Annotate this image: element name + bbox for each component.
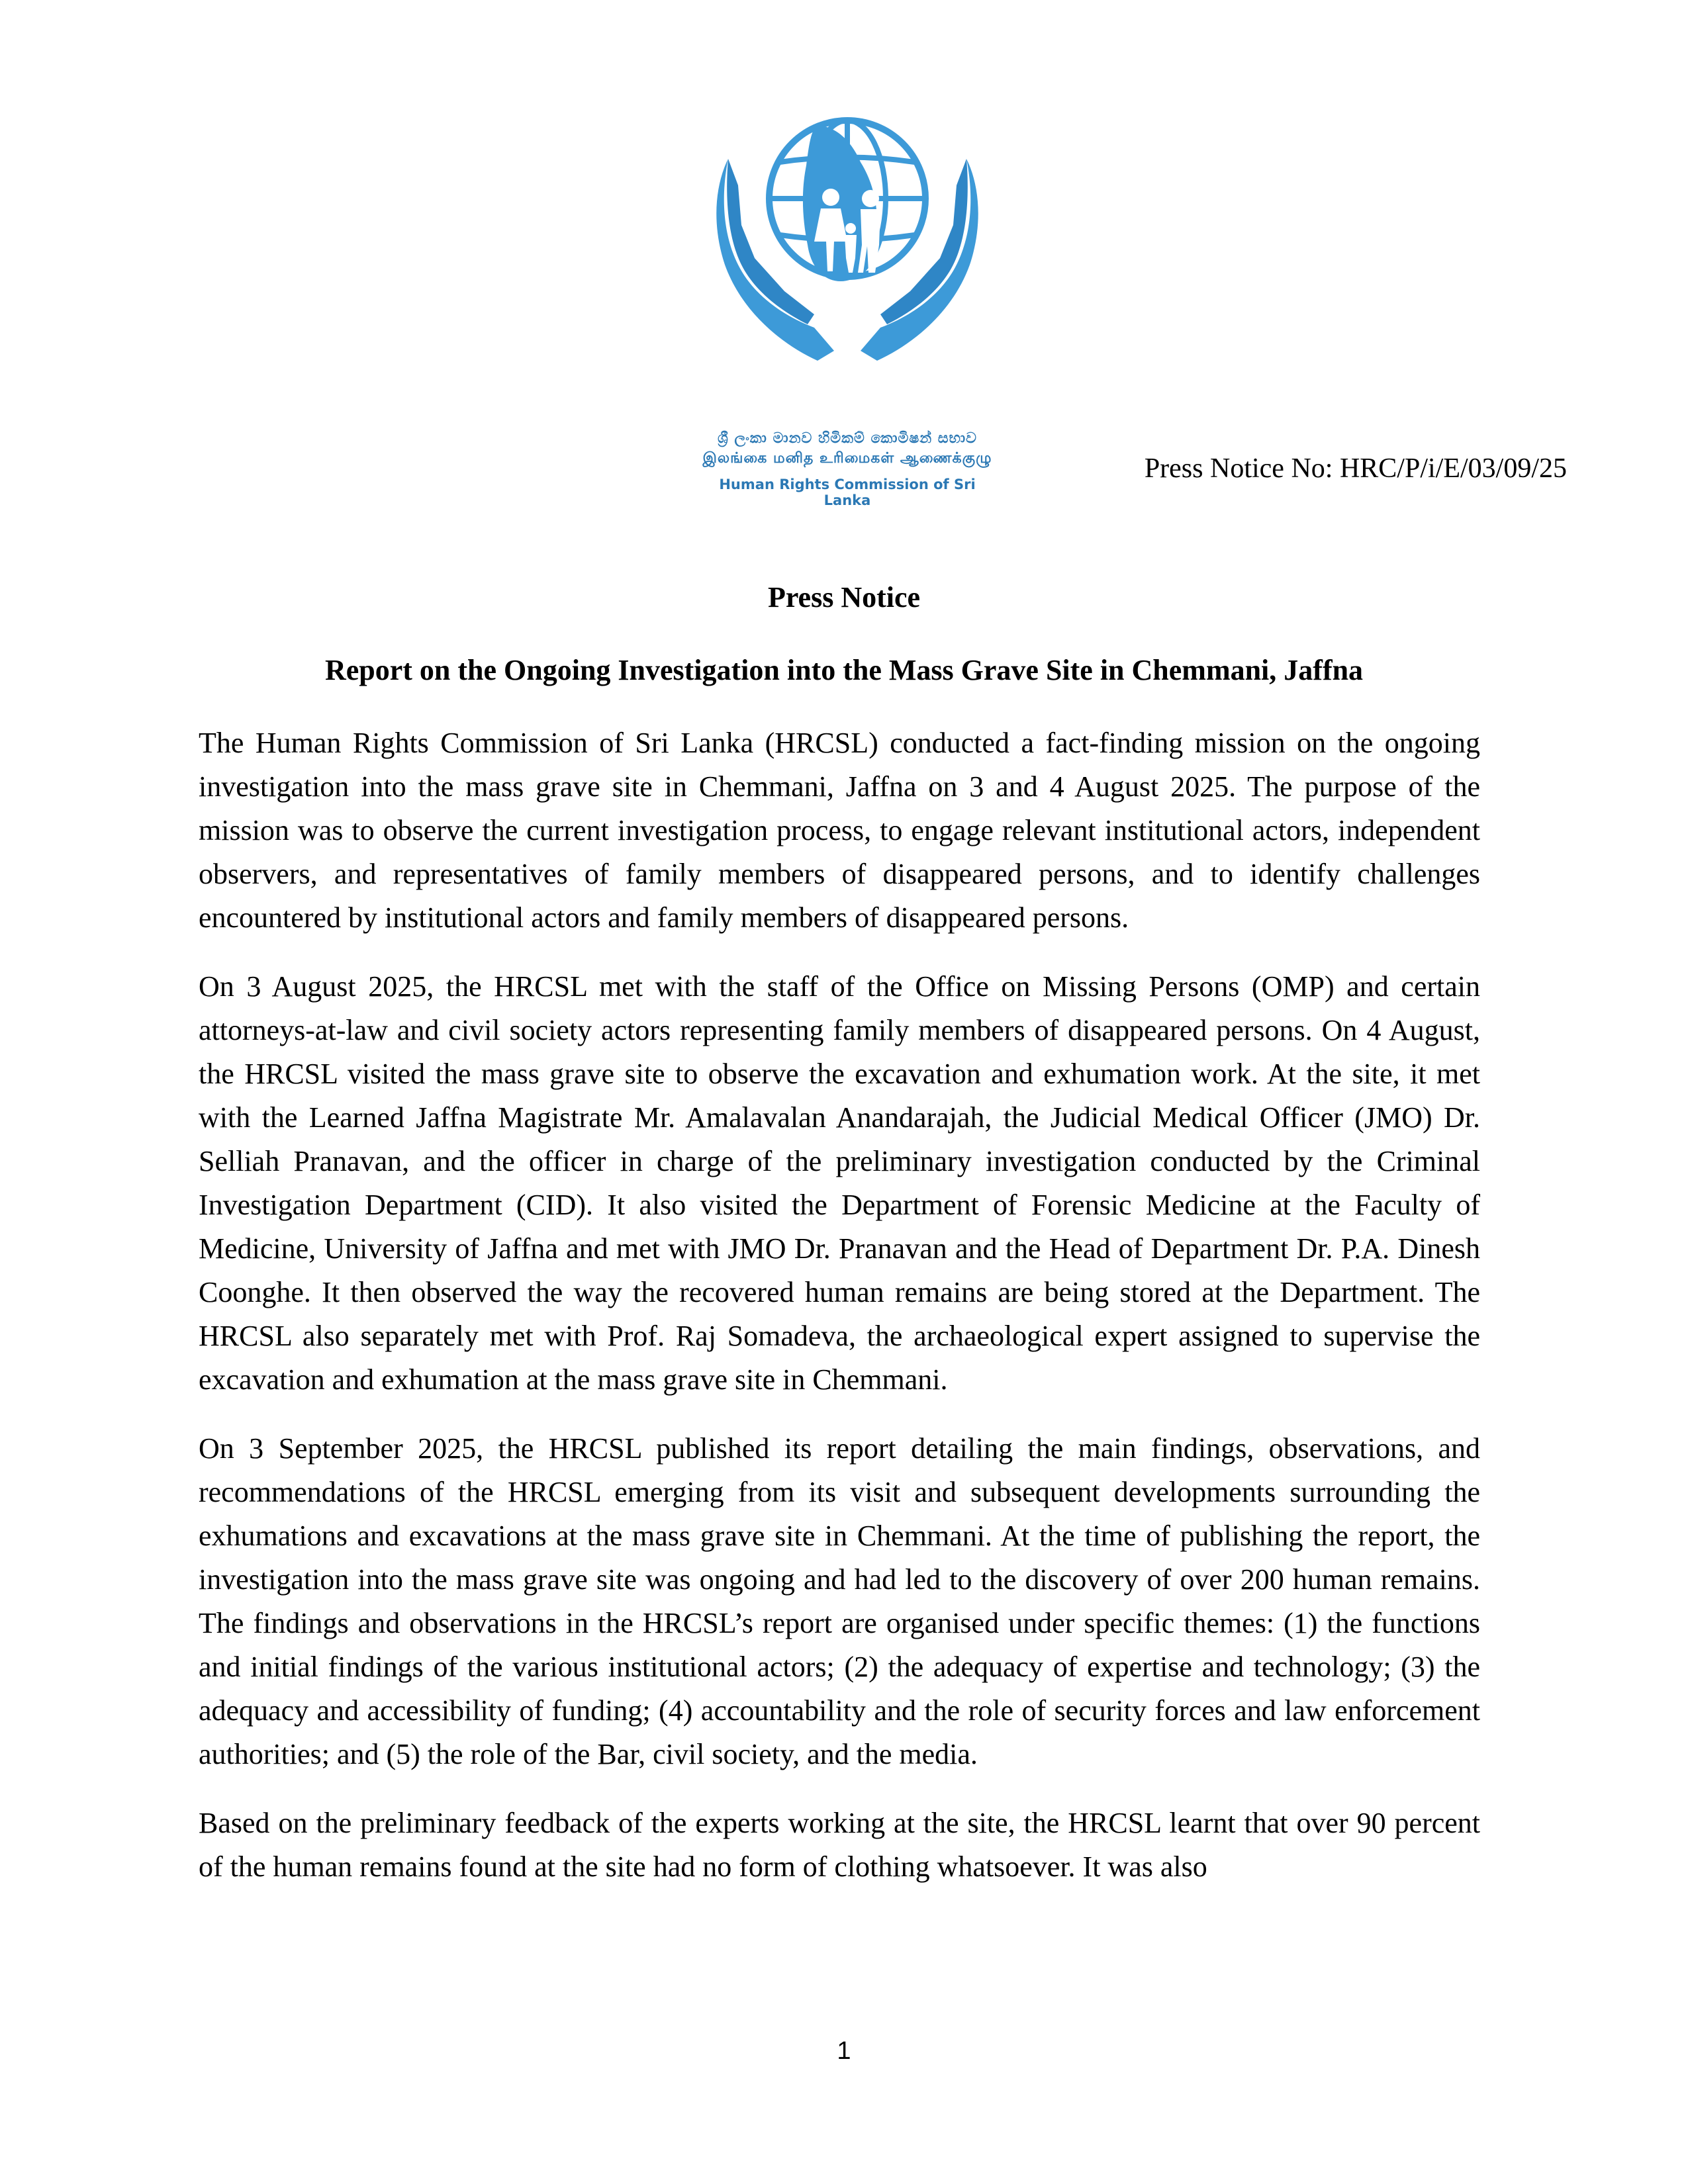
- paragraph: On 3 August 2025, the HRCSL met with the staff of the Office on Missing Persons (OMP) and certain attorneys-at-law and civil society actors representing family members of disappeared persons. On 4 August, the HRCSL visited the mass grave site to observe the excavation and exhumation work. At the site, it met with the Learned Jaffna Magistrate Mr. Amalavalan Anandarajah, the Judicial Medical Officer (JMO) Dr. Selliah Pranavan, and the officer in charge of the preliminary investigation conducted by the Criminal Investigation Department (CID). It also visited the Department of Forensic Medicine at the Faculty of Medicine, University of Jaffna and met with JMO Dr. Pranavan and the Head of Department Dr. P.A. Dinesh Coonghe. It then observed the way the recovered human remains are being stored at the Department. The HRCSL also separately met with Prof. Raj Somadeva, the archaeological expert assigned to supervise the excavation and exhumation at the mass grave site in Chemmani.: [199, 970, 1480, 1396]
- logo-tamil-name: இலங்கை மனித உரிமைகள் ஆணைக்குழு: [702, 450, 992, 467]
- document-subtitle: Report on the Ongoing Investigation into the Mass Grave Site in Chemmani, Jaffna: [324, 654, 1364, 686]
- logo-sinhala-name: ශ්‍රී ලංකා මානව හිමිකම් කොමිෂන් සභාව: [718, 430, 977, 447]
- paragraph: Based on the preliminary feedback of the experts working at the site, the HRCSL learnt that over 90 percent of the human remains found at the site had no form of clothing whatsoever. It was also: [199, 1807, 1480, 1883]
- body-text: [199, 721, 1480, 1914]
- paragraph: The Human Rights Commission of Sri Lanka (HRCSL) conducted a fact-finding mission on the ongoing investigation into the mass grave site in Chemmani, Jaffna on 3 and 4 August 2025. The purpose of the mission was to observe the current investigation process, to engage relevant institutional actors, independent observers, and representatives of family members of disappeared persons, and to identify challenges encountered by institutional actors and family members of disappeared persons.: [199, 727, 1480, 934]
- logo-english-name: Human Rights Commission of Sri Lanka: [719, 477, 976, 508]
- hrcsl-logo: [702, 99, 993, 508]
- document-title: Press Notice: [767, 581, 921, 614]
- hands-globe-emblem-icon: [702, 99, 993, 397]
- press-notice-number: Press Notice No: HRC/P/i/E/03/09/25: [1144, 453, 1567, 484]
- page-number: 1: [837, 2037, 851, 2065]
- paragraph: On 3 September 2025, the HRCSL published its report detailing the main findings, observations, and recommendations of the HRCSL emerging from its visit and subsequent developments surrounding the exhumations and excavations at the mass grave site in Chemmani. At the time of publishing the report, the investigation into the mass grave site was ongoing and had led to the discovery of over 200 human remains. The findings and observations in the HRCSL’s report are organised under specific themes: (1) the functions and initial findings of the various institutional actors; (2) the adequacy of expertise and technology; (3) the adequacy and accessibility of funding; (4) accountability and the role of security forces and law enforcement authorities; and (5) the role of the Bar, civil society, and the media.: [199, 1432, 1480, 1770]
